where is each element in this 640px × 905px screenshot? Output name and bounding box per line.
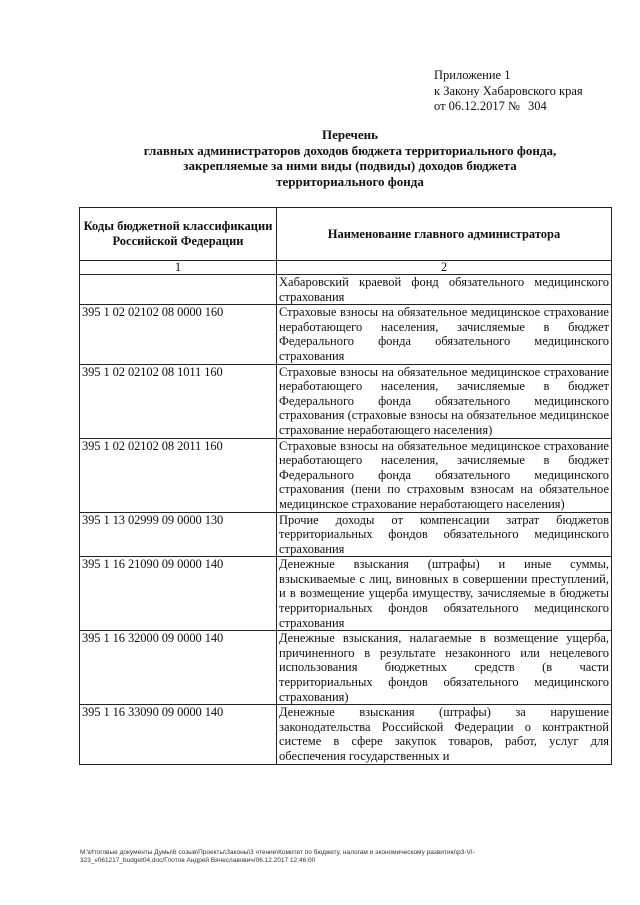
row-name: Страховые взносы на обязательное медицинское страхование неработающего населения, зачисляемые в бюджет Федерального фонда обязательного медицинского страхования (страховые взносы на обязательное медицинское страхование неработающего населения) bbox=[277, 364, 612, 438]
annex-date: от 06.12.2017 № bbox=[434, 99, 520, 113]
row-name: Страховые взносы на обязательное медицинское страхование неработающего населения, зачисляемые в бюджет Федерального фонда обязательного медицинского страхования bbox=[277, 305, 612, 364]
table-row bbox=[80, 631, 612, 705]
footer-line-1: M:\Итоговые документы Думы\6 созыв\Проекты\Законы\3 чтение\Комитет по бюджету, налогам и экономическому развитию\p3-VI- bbox=[80, 849, 475, 856]
row-code: 395 1 16 32000 09 0000 140 bbox=[80, 631, 277, 705]
title-line-4: территориального фонда bbox=[276, 173, 424, 189]
annex-line-1: Приложение 1 bbox=[434, 68, 511, 82]
column-number-2: 2 bbox=[277, 261, 612, 275]
row-name: Денежные взыскания (штрафы) и иные суммы, взыскиваемые с лиц, виновных в совершении преступлений, и в возмещение ущерба имуществу, зачисляемые в бюджеты территориальных фондов обязательного медицинского страхования bbox=[277, 557, 612, 631]
row-code: 395 1 02 02102 08 0000 160 bbox=[80, 305, 277, 364]
table-row bbox=[80, 512, 612, 557]
annex-number: 304 bbox=[527, 99, 547, 113]
row-code: 395 1 16 33090 09 0000 140 bbox=[80, 705, 277, 764]
row-name: Хабаровский краевой фонд обязательного медицинского страхования bbox=[277, 275, 612, 305]
table-row bbox=[80, 275, 612, 305]
title-line-2: главных администраторов доходов бюджета территориального фонда, bbox=[143, 142, 557, 158]
header-codes: Коды бюджетной классификации Российской Федерации bbox=[80, 208, 277, 261]
table-row bbox=[80, 705, 612, 764]
annex-block bbox=[434, 68, 583, 115]
row-code: 395 1 13 02999 09 0000 130 bbox=[80, 512, 277, 557]
annex-line-3 bbox=[434, 99, 583, 115]
row-name: Денежные взыскания (штрафы) за нарушение законодательства Российской Федерации о контрактной системе в сфере закупок товаров, работ, услуг для обеспечения государственных и bbox=[277, 705, 612, 764]
row-name: Прочие доходы от компенсации затрат бюджетов территориальных фондов обязательного медицинского страхования bbox=[277, 512, 612, 557]
row-name: Страховые взносы на обязательное медицинское страхование неработающего населения, зачисляемые в бюджет Федерального фонда обязательного медицинского страхования (пени по страховым взносам на обязательное медицинское страхование неработающего населения) bbox=[277, 438, 612, 512]
document-title bbox=[80, 127, 620, 189]
footer-line-2: 323_v061217_budget04.doc/Глотов Андрей Вячеславович/06.12.2017 12:46:00 bbox=[80, 857, 316, 864]
table-row bbox=[80, 438, 612, 512]
annex-line-2: к Закону Хабаровского края bbox=[434, 83, 583, 98]
column-number-1: 1 bbox=[80, 261, 277, 275]
file-path-footer bbox=[80, 849, 600, 865]
title-line-1: Перечень bbox=[321, 127, 379, 142]
row-code: 395 1 16 21090 09 0000 140 bbox=[80, 557, 277, 631]
table-row bbox=[80, 305, 612, 364]
table-row bbox=[80, 557, 612, 631]
administrators-table bbox=[79, 207, 612, 765]
row-code bbox=[80, 275, 277, 305]
row-code: 395 1 02 02102 08 1011 160 bbox=[80, 364, 277, 438]
title-line-3: закрепляемые за ними виды (подвиды) доходов бюджета bbox=[183, 158, 517, 173]
table-row bbox=[80, 364, 612, 438]
row-name: Денежные взыскания, налагаемые в возмещение ущерба, причиненного в результате незаконного или нецелевого использования бюджетных средств (в части территориальных фондов обязательного медицинского страхования) bbox=[277, 631, 612, 705]
row-code: 395 1 02 02102 08 2011 160 bbox=[80, 438, 277, 512]
header-name: Наименование главного администратора bbox=[277, 208, 612, 261]
